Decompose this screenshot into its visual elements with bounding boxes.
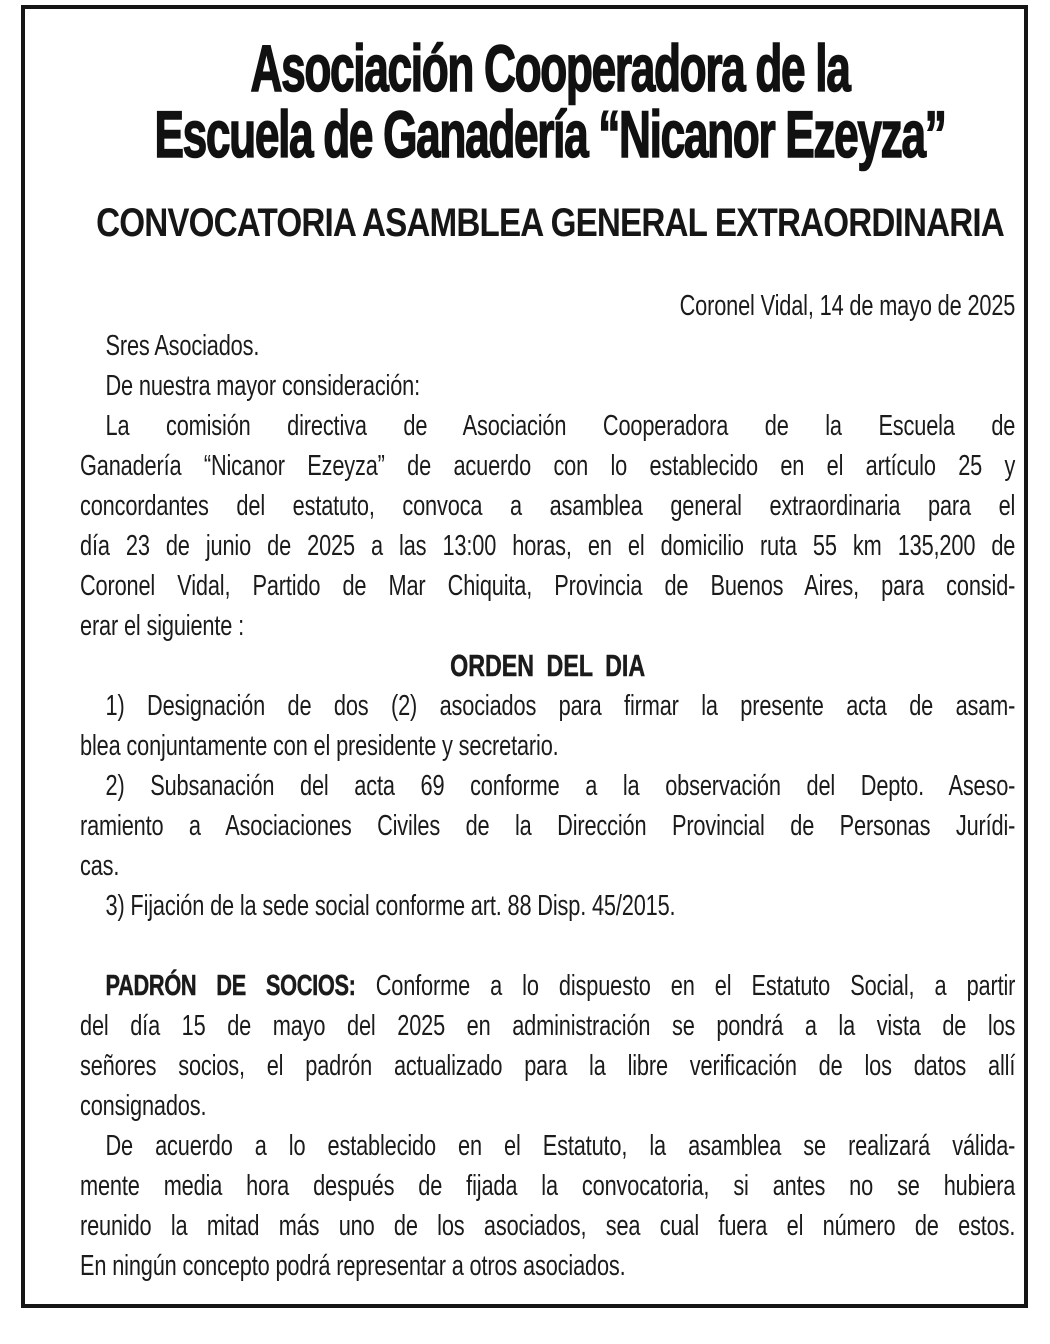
- title-line-1: Asociación Cooperadora de la: [250, 31, 850, 105]
- intro-line: erar el siguiente :: [80, 610, 244, 642]
- dateline: Coronel Vidal, 14 de mayo de 2025: [679, 290, 1016, 322]
- orden-item-2-line: 2) Subsanación del acta 69 conforme a la observación del Depto. Aseso-: [105, 770, 1016, 802]
- closing-line: mente media hora después de fijada la convocatoria, si antes no se hubiera: [80, 1170, 1016, 1202]
- padron-line: consignados.: [80, 1090, 207, 1122]
- orden-item-2-line: ramiento a Asociaciones Civiles de la Dirección Provincial de Personas Jurídi-: [80, 810, 1016, 842]
- closing-line: reunido la mitad más uno de los asociados, sea cual fuera el número de estos.: [80, 1210, 1016, 1242]
- orden-del-dia-heading: ORDEN DEL DIA: [450, 648, 646, 683]
- intro-line: La comisión directiva de Asociación Cooperadora de la Escuela de: [105, 410, 1016, 442]
- padron-line: señores socios, el padrón actualizado para la libre verificación de los datos allí: [80, 1050, 1016, 1082]
- blank-line: [80, 926, 1015, 966]
- orden-item-1-line: blea conjuntamente con el presidente y secretario.: [80, 730, 559, 762]
- notice-border-frame: [21, 5, 1028, 1308]
- padron-line: del día 15 de mayo del 2025 en administración se pondrá a la vista de los: [80, 1010, 1016, 1042]
- notice-subtitle: CONVOCATORIA ASAMBLEA GENERAL EXTRAORDINARIA: [96, 201, 1004, 245]
- intro-line: concordantes del estatuto, convoca a asamblea general extraordinaria para el: [80, 490, 1016, 522]
- intro-line: Coronel Vidal, Partido de Mar Chiquita, Provincia de Buenos Aires, para consid-: [80, 570, 1016, 602]
- intro-line: Ganadería “Nicanor Ezeyza” de acuerdo con lo establecido en el artículo 25 y: [80, 450, 1016, 482]
- closing-line: De acuerdo a lo establecido en el Estatuto, la asamblea se realizará válida-: [105, 1130, 1016, 1162]
- greeting: De nuestra mayor consideración:: [105, 370, 421, 402]
- salutation: Sres Asociados.: [105, 330, 260, 362]
- title-line-2: Escuela de Ganadería “Nicanor Ezeyza”: [154, 97, 946, 171]
- orden-item-1-line: 1) Designación de dos (2) asociados para firmar la presente acta de asam-: [105, 690, 1016, 722]
- closing-line: En ningún concepto podrá representar a otros asociados.: [80, 1250, 626, 1282]
- notice-title: [48, 31, 1050, 171]
- padron-line-rest: Conforme a lo dispuesto en el Estatuto Social, a partir: [355, 970, 1016, 1002]
- intro-line: día 23 de junio de 2025 a las 13:00 horas, en el domicilio ruta 55 km 135,200 de: [80, 530, 1016, 562]
- notice-body: [80, 286, 1015, 1286]
- padron-line: [80, 966, 1015, 1006]
- orden-item-2-line: cas.: [80, 850, 120, 882]
- orden-item-3-line: 3) Fijación de la sede social conforme art. 88 Disp. 45/2015.: [105, 890, 676, 922]
- padron-label: PADRÓN DE SOCIOS:: [105, 970, 356, 1002]
